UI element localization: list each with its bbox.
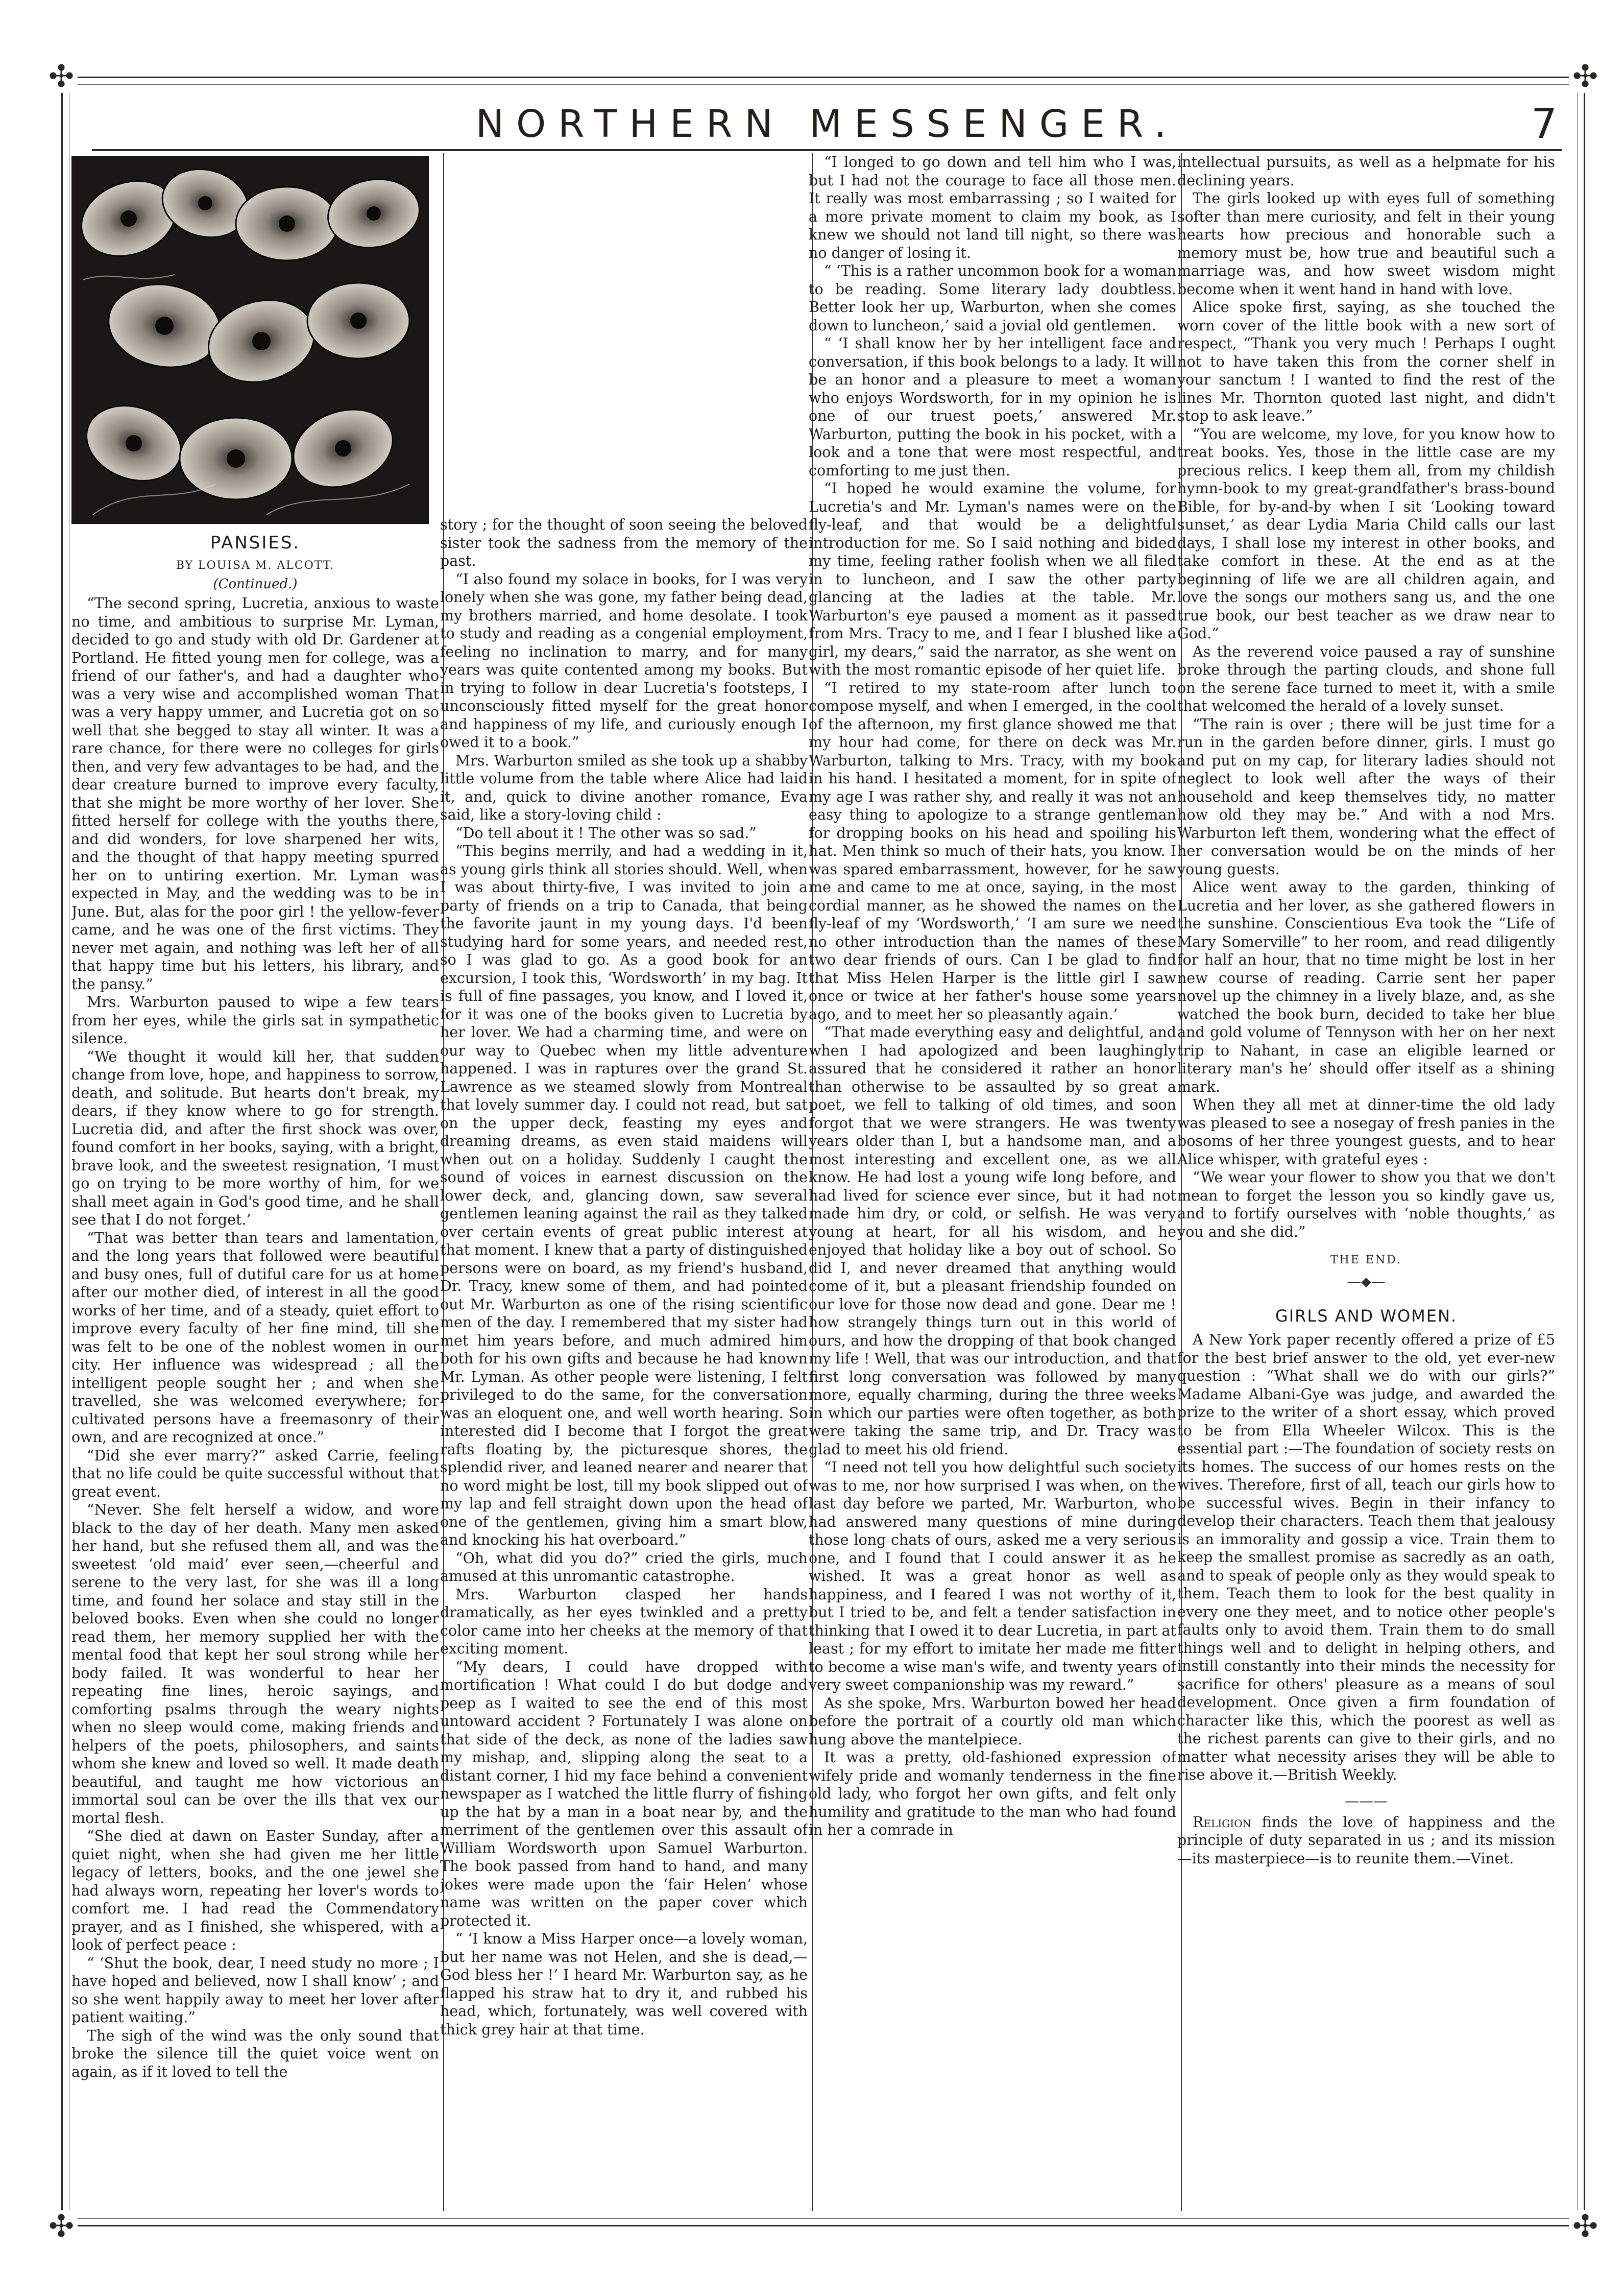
masthead-title: NORTHERN MESSENGER.: [475, 102, 1179, 146]
paragraph: As she spoke, Mrs. Warburton bowed her head before the portrait of a courtly old man which hung above the mantelpiece.: [809, 1694, 1176, 1748]
paragraph: “I longed to go down and tell him who I was, but I had not the courage to face all those men. It really was most embarrassing ; so I waited for a more private moment to claim my book, as I knew we should not land till night, so there was no danger of losing it.: [809, 154, 1176, 261]
paragraph: “Did she ever marry?” asked Carrie, feeling that no life could be quite successful without that great event.: [71, 1447, 439, 1500]
paragraph: It was a pretty, old-fashioned expression of wifely pride and womanly tenderness in the fine old lady, who forgot her own gifts, and felt only humility and gratitude to the man who had found in her a comrade in: [809, 1749, 1176, 1838]
story-end-marker: THE END.: [1330, 1254, 1402, 1266]
paragraph: “You are welcome, my love, for you know how to treat books. Yes, those in the little case are my precious relics. I keep them all, from my childish hymn-book to my great-grandfather's brass-bound Bible, for by-and-by when I sit ‘Looking toward sunset,’ as dear Lydia Maria Child calls our last days, I shall lose my interest in other books, and take comfort in these. At the end as at the beginning of life we are all children again, and love the songs our mothers sang us, and the one true book, our best teacher as we draw near to God.”: [1177, 425, 1555, 642]
column-2: [440, 516, 808, 2211]
paragraph: “ ‘I shall know her by her intelligent face and conversation, if this book belongs to a lady. It will be an honor and a pleasure to meet a woman who enjoys Wordsworth, for in my opinion he is one of our truest poets,’ answered Mr. Warburton, putting the book in his pocket, with a look and a tone that were most respectful, and comforting to me just then.: [809, 335, 1176, 479]
pansies-illustration: [71, 156, 429, 524]
religion-note: [1177, 1813, 1555, 1868]
paragraph: “I retired to my state-room after lunch to compose myself, and when I emerged, in the cool of the afternoon, my first glance showed me that my hour had come, for there on deck was Mr. Warburton, talking to Mrs. Tracy, with my book in his hand. I hesitated a moment, for in spite of my age I was rather shy, and really it was not an easy thing to apologize to a strange gentleman for dropping books on his head and spoiling his hat. Men think so much of their hats, you know. I was spared embarrassment, however, for he saw me and came to me at once, saying, in the most cordial manner, as he showed the names on the fly-leaf of my ‘Wordsworth,’ ‘I am sure we need no other introduction than the names of these two dear friends of ours. Can I be glad to find that Miss Helen Harper is the little girl I saw once or twice at her father's house some years ago, and to meet her so pleasantly again.’: [809, 679, 1176, 1023]
paragraph: “We wear your flower to show you that we don't mean to forget the lesson you so kindly gave us, and to fortify ourselves with ‘noble thoughts,’ as you and she did.”: [1177, 1169, 1555, 1240]
paragraph: story ; for the thought of soon seeing the beloved sister took the sadness from the memory of the past.: [440, 516, 808, 569]
paragraph: “She died at dawn on Easter Sunday, after a quiet night, when she had given me her little legacy of letters, books, and the one jewel she had always worn, repeating her lover's words to comfort me. I had read the Commendatory prayer, and as I finished, she whispered, with a look of perfect peace :: [71, 1828, 439, 1954]
paragraph: “My dears, I could have dropped with mortification ! What could I do but dodge and peep as I waited to see the end of this most untoward accident ? Fortunately I was alone on that side of the deck, as none of the ladies saw my mishap, and, slipping along the seat to a distant corner, I hid my face behind a convenient newspaper as I watched the little flurry of fishing up the hat by a man in a boat near by, and the merriment of the gentlemen over this assault of William Wordsworth upon Samuel Warburton. The book passed from hand to hand, and many jokes were made upon the ‘fair Helen’ whose name was written on the paper cover which protected it.: [440, 1658, 808, 1929]
column-1: [71, 153, 439, 2211]
story-title: PANSIES.: [210, 533, 301, 553]
paragraph: When they all met at dinner-time the old lady was pleased to see a nosegay of fresh panies in the bosoms of her three youngest guests, and to hear Alice whisper, with grateful eyes :: [1177, 1096, 1555, 1168]
paragraph: “I also found my solace in books, for I was very lonely when she was gone, my father being dead, my brothers married, and home desolate. I took to study and reading as a congenial employment, feeling no inclination to marry, and for many years was quite contented among my books. But in trying to follow in dear Lucretia's footsteps, I unconsciously fitted myself for the great honor and happiness of my life, and curiously enough I owed it to a book.”: [440, 570, 808, 751]
paragraph: “This begins merrily, and had a wedding in it, as young girls think all stories should. Well, when I was about thirty-five, I was invited to join a party of friends on a trip to Canada, that being the favorite jaunt in my young days. I'd been studying hard for some years, and needed rest, so I was glad to go. As a good book for an excursion, I took this, ‘Wordsworth’ in my bag. It is full of fine passages, you know, and I loved it, for it was one of the books given to Lucretia by her lover. We had a charming time, and were on our way to Quebec when my little adventure happened. I was in raptures over the grand St. Lawrence as we steamed slowly from Montreal that lovely summer day. I could not read, but sat on the upper deck, feasting my eyes and dreaming dreams, as even staid maidens will when out on a holiday. Suddenly I caught the sound of voices in earnest discussion on the lower deck, and, glancing down, saw several gentlemen leaning against the rail as they talked over certain events of great public interest at that moment. I knew that a party of distinguished persons were on board, as my friend's husband, Dr. Tracy, knew some of them, and had pointed out Mr. Warburton as one of the rising scientific men of the day. I remembered that my sister had met him years before, and much admired him both for his own gifts and because he had known Mr. Lyman. As other people were listening, I felt privileged to do the same, for the conversation was an eloquent one, and well worth hearing. So interested did I become that I forgot the great rafts floating by, the picturesque shores, the splendid river, and leaned nearer and nearer that no word might be lost, till my book slipped out of my lap and fell straight down upon the head of one of the gentlemen, giving him a smart blow, and knocking his hat overboard.”: [440, 843, 808, 1548]
corner-ornament-icon: ✣: [1569, 60, 1602, 93]
paragraph: “ ‘I know a Miss Harper once—a lovely woman, but her name was not Helen, and she is dead,—God bless her !’ I heard Mr. Warburton say, as he flapped his straw hat to dry it, and rubbed his head, which, fortunately, was well covered with thick grey hair at that time.: [440, 1930, 808, 2038]
column-4: [1177, 153, 1555, 2211]
column-3: [809, 153, 1176, 2211]
masthead-rule: [92, 149, 1562, 151]
paragraph: “The second spring, Lucretia, anxious to waste no time, and ambitious to surprise Mr. Lyman, decided to go and study with old Dr. Gardener at Portland. He fitted young men for college, was a friend of our father's, and had a daughter who was a very wise and accomplished woman That was a very happy ummer, and Lucretia got on so well that she begged to stay all winter. It was a rare chance, for there were no colleges for girls then, and very few advantages to be had, and the dear creature burned to improve every faculty, that she might be more worthy of her lover. She fitted herself for college with the youths there, and did wonders, for love sharpened her wits, and the thought of that happy meeting spurred her on to untiring exertion. Mr. Lyman was expected in May, and the wedding was to be in June. But, alas for the poor girl ! the yellow-fever came, and he was one of the first victims. They never met again, and nothing was left her of all that happy time but his letters, his library, and the pansy.”: [71, 595, 439, 993]
paragraph: The girls looked up with eyes full of something softer than mere curiosity, and felt in their young hearts how precious and honorable such a memory must be, how true and beautiful such a marriage was, and how sweet wisdom might become when it went hand in hand with love.: [1177, 190, 1555, 298]
paragraph: “Never. She felt herself a widow, and wore black to the day of her death. Many men asked her hand, but she refused them all, and was the sweetest ‘old maid’ ever seen,—cheerful and serene to the very last, for she was ill a long time, and found her solace and stay still in the beloved books. Even when she could no longer read them, her memory supplied her with the mental food that kept her soul strong while her body failed. It was wonderful to hear her repeating fine lines, heroic sayings, and comforting psalms through the weary nights when no sleep would come, making friends and helpers of the poets, philosophers, and saints whom she knew and loved so well. It made death beautiful, and taught me how victorious an immortal soul can be over the ills that vex our mortal flesh.: [71, 1501, 439, 1827]
paragraph: “I hoped he would examine the volume, for Lucretia's and Mr. Lyman's names were on the fly-leaf, and that would be a delightful introduction for me. So I said nothing and bided my time, feeling rather foolish when we all filed in to luncheon, and I saw the other party glancing at the ladies at the table. Mr. Warburton's eye paused a moment as it passed from Mrs. Tracy to me, and I fear I blushed like a girl, my dears,” said the narrator, as she went on with the most romantic episode of her quiet life.: [809, 480, 1176, 678]
corner-ornament-icon: ✣: [45, 60, 78, 93]
story-continued-note: (Continued.): [213, 576, 298, 592]
paragraph: A New York paper recently offered a prize of £5 for the best brief answer to the old, yet ever-new question : “What shall we do with our girls?” Madame Albani-Gye was judge, and awarded the prize to the writer of a short essay, which proved to be from Ella Wheeler Wilcox. This is the essential part :—The foundation of society rests on its homes. The success of our homes rests on the wives. Therefore, first of all, teach our girls how to be successful wives. Begin in their infancy to develop their characters. Teach them that jealousy is an immorality and gossip a vice. Train them to keep the smallest promise as sacredly as an oath, and to speak of people only as they would speak to them. Teach them to look for the best quality in every one they meet, and to notice other people's faults only to avoid them. Train them to do small things well and to delight in helping others, and instill constantly into their minds the necessity for sacrifice for others' pleasure as a means of soul development. Once given a firm foundation of character like this, which the poorest as well as the richest parents can give to their girls, and no matter what necessity arises they will be able to rise above it.—British Weekly.: [1177, 1331, 1555, 1784]
paragraph: Alice spoke first, saying, as she touched the worn cover of the little book with a new sort of respect, “Thank you very much ! Perhaps I ought not to have taken this from the corner shelf in your sanctum ! I wanted to find the rest of the lines Mr. Thornton quoted last night, and didn't stop to ask leave.”: [1177, 299, 1555, 424]
section-divider-icon: —⬥—: [1347, 1273, 1386, 1290]
paragraph: “I need not tell you how delightful such society was to me, nor how surprised I was when, on the last day before we parted, Mr. Warburton, who had answered many questions of mine during those long chats of ours, asked me a very serious one, and I found that I could answer it as he wished. It was a great honor as well as happiness, and I feared I was not worthy of it, but I tried to be, and felt a tender satisfaction in thinking that I owed it to dear Lucretia, in part at least ; for my effort to imitate her made me fitter to become a wise man's wife, and twenty years of very sweet companionship was my reward.”: [809, 1459, 1176, 1693]
section-divider-icon: ———: [1345, 1792, 1388, 1809]
paragraph: “ ‘This is a rather uncommon book for a woman to be reading. Some literary lady doubtless. Better look her up, Warburton, when she comes down to luncheon,’ said a jovial old gentlemen.: [809, 262, 1176, 334]
paragraph: The sigh of the wind was the only sound that broke the silence till the quiet voice went on again, as if it loved to tell the: [71, 2027, 439, 2080]
corner-ornament-icon: ✣: [1569, 2210, 1602, 2243]
paragraph: “That was better than tears and lamentation, and the long years that followed were beautiful and busy ones, full of dutiful care for us at home after our mother died, of interest in all the good works of her time, and of a steady, quiet effort to improve every faculty of her fine mind, till she was felt to be one of the noblest women in our city. Her influence was widespread ; all the intelligent people sought her ; and when she travelled, she was welcomed everywhere; for cultivated persons have a freemasonry of their own, and are recognized at once.”: [71, 1229, 439, 1446]
story-byline: BY LOUISA M. ALCOTT.: [176, 559, 335, 572]
paragraph: “The rain is over ; there will be just time for a run in the garden before dinner, girls. I must go and put on my cap, for literary ladies should not neglect to look well after the ways of their household and keep themselves tidy, no matter how old they may be.” And with a nod Mrs. Warburton left them, wondering what the effect of her conversation would be on the minds of her young guests.: [1177, 715, 1555, 878]
pansy-flowers-icon: [72, 157, 429, 524]
religion-lead: Religion: [1193, 1813, 1252, 1831]
paragraph: “That made everything easy and delightful, and when I had apologized and been laughingly assured that he considered it rather an honor than otherwise to be assaulted by so great a poet, we fell to talking of old times, and soon forgot that we were strangers. He was twenty years older than I, but a handsome man, and a most interesting and excellent one, as we all know. He had lost a young wife long before, and had lived for science ever since, but it had not made him dry, or cold, or selfish. He was very young at heart, for all his wisdom, and he enjoyed that holiday like a boy out of school. So did I, and never dreamed that anything would come of it, but a pleasant friendship founded on our love for those now dead and gone. Dear me ! how strangely things turn out in this world of ours, and how the dropping of that book changed my life ! Well, that was our introduction, and that first long conversation was followed by many more, equally charming, during the three weeks in which our parties were often together, as both were taking the same trip, and Dr. Tracy was glad to meet his old friend.: [809, 1024, 1176, 1458]
girls-and-women-title: GIRLS AND WOMEN.: [1275, 1306, 1458, 1326]
paragraph: Mrs. Warburton smiled as she took up a shabby little volume from the table where Alice had laid it, and, quick to divine another romance, Eva said, like a story-loving child :: [440, 752, 808, 823]
corner-ornament-icon: ✣: [45, 2210, 78, 2243]
paragraph: “Oh, what did you do?” cried the girls, much amused at this unromantic catastrophe.: [440, 1549, 808, 1585]
paragraph: intellectual pursuits, as well as a helpmate for his declining years.: [1177, 154, 1555, 189]
paragraph: As the reverend voice paused a ray of sunshine broke through the parting clouds, and shone full on the serene face turned to meet it, with a smile that welcomed the herald of a lovely sunset.: [1177, 643, 1555, 714]
paragraph: “ ‘Shut the book, dear, I need study no more ; I have hoped and believed, now I shall know’ ; and so she went happily away to meet her lover after patient waiting.”: [71, 1954, 439, 2026]
paragraph: Alice went away to the garden, thinking of Lucretia and her lover, as she gathered flowers in the sunshine. Conscientious Eva took the “Life of Mary Somerville” to her room, and read diligently for half an hour, that no time might be lost in her new course of reading. Carrie sent her paper novel up the chimney in a lively blaze, and, as she watched the book burn, decided to take her blue and gold volume of Tennyson with her on her next trip to Nahant, in case an eligible learned or literary man's he’ should offer itself as a shining mark.: [1177, 879, 1555, 1095]
religion-text: finds the love of happiness and the principle of duty separated in us ; and its mission—its masterpiece—is to reunite them.—Vinet.: [1177, 1813, 1555, 1867]
page-number: 7: [1531, 100, 1557, 148]
paragraph: Mrs. Warburton clasped her hands dramatically, as her eyes twinkled and a pretty color came into her cheeks at the memory of that exciting moment.: [440, 1586, 808, 1657]
masthead: [92, 97, 1562, 148]
paragraph: Mrs. Warburton paused to wipe a few tears from her eyes, while the girls sat in sympathetic silence.: [71, 994, 439, 1047]
paragraph: “We thought it would kill her, that sudden change from love, hope, and happiness to sorrow, death, and solitude. But hearts don't break, my dears, if they know where to go for strength. Lucretia did, and after the first shock was over, found comfort in her books, saying, with a bright, brave look, and the sweetest resignation, ‘I must go on trying to be more worthy of him, for we shall meet again in God's good time, and he shall see that I do not forget.’: [71, 1048, 439, 1229]
paragraph: “Do tell about it ! The other was so sad.”: [455, 824, 757, 842]
